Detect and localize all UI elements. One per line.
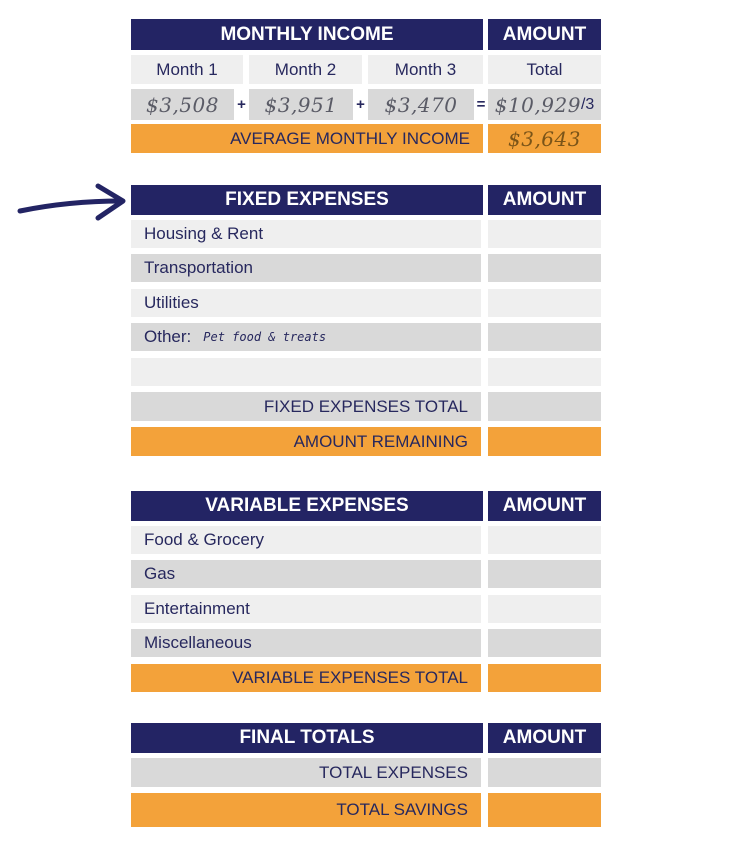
total-savings-field[interactable] bbox=[488, 793, 601, 827]
month2-income-value: $3,951 bbox=[264, 92, 338, 117]
final-totals-header: FINAL TOTALS bbox=[131, 723, 483, 753]
variable-amount-header: AMOUNT bbox=[488, 491, 601, 521]
variable-expenses-total-field[interactable] bbox=[488, 664, 601, 692]
income-amount-header: AMOUNT bbox=[488, 19, 601, 50]
fixed-amount-header: AMOUNT bbox=[488, 185, 601, 215]
variable-row-entertainment: Entertainment bbox=[131, 595, 481, 623]
income-header: MONTHLY INCOME bbox=[131, 19, 483, 50]
divide-by-three: /3 bbox=[580, 95, 595, 113]
fixed-amount-housing[interactable] bbox=[488, 220, 601, 248]
fixed-amount-blank[interactable] bbox=[488, 358, 601, 386]
plus-sign: + bbox=[356, 96, 365, 113]
final-amount-header: AMOUNT bbox=[488, 723, 601, 753]
fixed-amount-transportation[interactable] bbox=[488, 254, 601, 282]
fixed-row-transportation: Transportation bbox=[131, 254, 481, 282]
fixed-amount-other[interactable] bbox=[488, 323, 601, 351]
average-income-field[interactable] bbox=[488, 124, 601, 153]
average-income-label: AVERAGE MONTHLY INCOME bbox=[131, 124, 483, 153]
other-note: Pet food & treats bbox=[203, 330, 327, 344]
variable-row-miscellaneous: Miscellaneous bbox=[131, 629, 481, 657]
month3-column-header: Month 3 bbox=[368, 55, 483, 84]
month2-income-field[interactable] bbox=[249, 89, 353, 120]
fixed-expenses-total-field[interactable] bbox=[488, 392, 601, 421]
average-income-value: $3,643 bbox=[508, 126, 581, 151]
plus-sign: + bbox=[237, 96, 246, 113]
variable-amount-miscellaneous[interactable] bbox=[488, 629, 601, 657]
total-income-field[interactable] bbox=[488, 89, 601, 120]
variable-amount-food[interactable] bbox=[488, 526, 601, 554]
amount-remaining-field[interactable] bbox=[488, 427, 601, 456]
equals-sign: = bbox=[476, 96, 486, 113]
variable-expenses-total-label: VARIABLE EXPENSES TOTAL bbox=[131, 664, 481, 692]
month1-income-field[interactable] bbox=[131, 89, 234, 120]
month1-column-header: Month 1 bbox=[131, 55, 243, 84]
total-income-value: $10,929 bbox=[494, 92, 581, 117]
fixed-expenses-header: FIXED EXPENSES bbox=[131, 185, 483, 215]
variable-expenses-header: VARIABLE EXPENSES bbox=[131, 491, 483, 521]
fixed-amount-utilities[interactable] bbox=[488, 289, 601, 317]
fixed-row-utilities: Utilities bbox=[131, 289, 481, 317]
total-expenses-field[interactable] bbox=[488, 758, 601, 787]
month3-income-field[interactable] bbox=[368, 89, 474, 120]
variable-row-gas: Gas bbox=[131, 560, 481, 588]
fixed-row-other bbox=[131, 323, 481, 351]
fixed-expenses-total-label: FIXED EXPENSES TOTAL bbox=[131, 392, 481, 421]
other-label: Other: bbox=[144, 327, 192, 346]
total-column-header: Total bbox=[488, 55, 601, 84]
fixed-row-blank[interactable] bbox=[131, 358, 481, 386]
month1-income-value: $3,508 bbox=[146, 92, 219, 117]
arrow-right-icon bbox=[14, 178, 126, 228]
total-expenses-label: TOTAL EXPENSES bbox=[131, 758, 481, 787]
variable-row-food: Food & Grocery bbox=[131, 526, 481, 554]
variable-amount-gas[interactable] bbox=[488, 560, 601, 588]
amount-remaining-label: AMOUNT REMAINING bbox=[131, 427, 481, 456]
month2-column-header: Month 2 bbox=[249, 55, 362, 84]
total-savings-label: TOTAL SAVINGS bbox=[131, 793, 481, 827]
fixed-row-housing: Housing & Rent bbox=[131, 220, 481, 248]
variable-amount-entertainment[interactable] bbox=[488, 595, 601, 623]
month3-income-value: $3,470 bbox=[384, 92, 458, 117]
